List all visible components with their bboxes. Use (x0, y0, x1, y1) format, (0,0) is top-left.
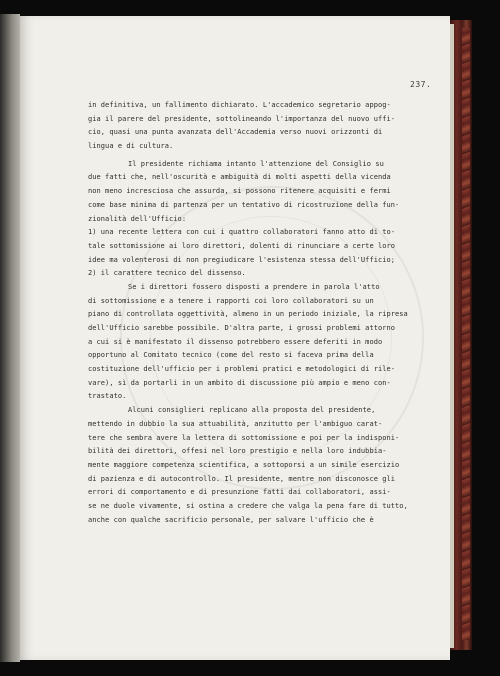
facing-page-edge (0, 14, 20, 662)
text-line: 1) una recente lettera con cui i quattro collaboratori fanno atto di to- (88, 228, 396, 237)
text-line: mettendo in dubbio la sua attuabilità, anzitutto per l'ambiguo carat- (88, 419, 383, 428)
text-line: mente maggiore competenza scientifica, a sottoporsi a un simile esercizio (88, 460, 400, 469)
text-line: di sottomissione e a tenere i rapporti coi loro collaboratori su un (88, 296, 374, 305)
text-line: lingua e di cultura. (88, 142, 174, 151)
text-line: Alcuni consiglieri replicano alla proposta del presidente, (128, 406, 376, 415)
text-line: errori di comportamento e di presunzione fatti dai collaboratori, assi- (88, 488, 391, 497)
text-line: dell'Ufficio sarebbe possibile. D'altra parte, i grossi problemi attorno (88, 324, 396, 332)
text-line: zionalità dell'Ufficio: (88, 214, 187, 223)
text-line: 2) il carattere tecnico del dissenso. (88, 269, 246, 278)
text-line: piano di controllata oggettività, almeno in un periodo iniziale, la ripresa (88, 310, 408, 319)
text-line: trastato. (88, 392, 127, 401)
text-line: non meno incresciosa che assurda, si possono ritenere acquisiti e fermi (88, 187, 391, 196)
text-line: tale sottomissione ai loro direttori, dolenti di rinunciare a certe loro (88, 241, 396, 250)
text-line: bilità dei direttori, offesi nel loro prestigio e nella loro indubbia- (88, 447, 387, 456)
text-line: a cui si è manifestato il dissenso potrebbero essere deferiti in modo (88, 337, 383, 346)
text-line: cio, quasi una punta avanzata dell'Accademia verso nuovi orizzonti di (88, 128, 383, 137)
text-line: opportuno al Comitato tecnico (come del resto si faceva prima della (88, 351, 374, 360)
text-line: Se i direttori fossero disposti a prendere in parola l'atto (128, 282, 380, 291)
text-line: tere che sembra avere la lettera di sottomissione e poi per la indisponi- (88, 433, 400, 442)
text-line: se ne duole vivamente, si ostina a credere che valga la pena fare di tutto, (88, 501, 408, 510)
text-line: Il presidente richiama intanto l'attenzione del Consiglio su (128, 159, 384, 168)
text-line: due fatti che, nell'oscurità e ambiguità di molti aspetti della vicenda (88, 173, 391, 182)
text-line: gia il parere del presidente, sottolineando l'importanza del nuovo uffi- (88, 114, 396, 123)
text-line: come base minima di partenza per un tentativo di ricostruzione della fun- (88, 200, 400, 209)
marbled-edge (462, 28, 470, 640)
text-line: costituzione dell'ufficio per i problemi pratici e metodologici di rile- (88, 365, 396, 374)
text-line: idee ma volenterosi di non pregiudicare l'esistenza stessa dell'Ufficio; (88, 255, 396, 264)
text-line: anche con qualche sacrificio personale, per salvare l'ufficio che è (88, 515, 374, 524)
body-text (88, 99, 408, 527)
text-line: in definitiva, un fallimento dichiarato. L'accademico segretario appog- (88, 101, 391, 109)
text-line: vare), sì da portarli in un ambito di discussione più ampio e meno con- (88, 378, 391, 387)
text-line: di pazienza e di autocontrollo. Il presidente, mentre non disconosce gli (88, 474, 396, 483)
page-number: 237. (410, 80, 432, 89)
